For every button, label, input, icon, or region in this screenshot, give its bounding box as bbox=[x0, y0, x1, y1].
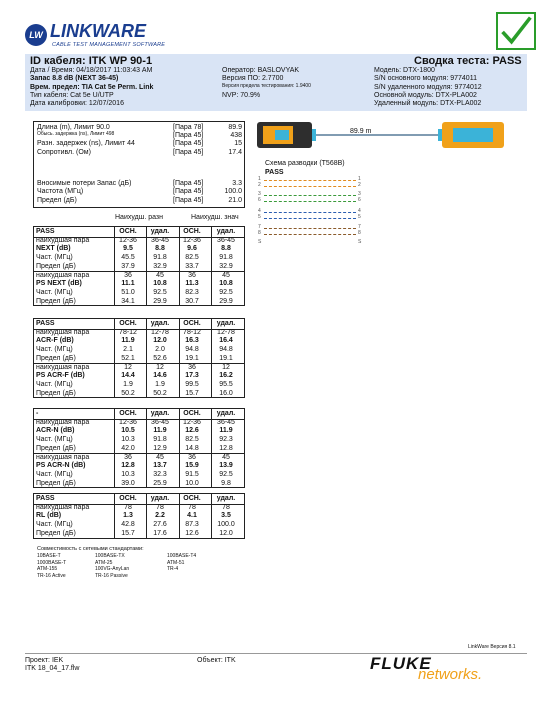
networks-word: networks. bbox=[418, 666, 483, 683]
row-value: 12 bbox=[222, 363, 230, 371]
row-value: 10.5 bbox=[121, 427, 135, 435]
row-label: Предел (дБ) bbox=[36, 479, 76, 487]
row-value: 25.9 bbox=[153, 479, 167, 487]
row-label: PS ACR-F (dB) bbox=[36, 372, 85, 380]
row-label: Част. (МГц) bbox=[36, 436, 73, 444]
result-block bbox=[33, 226, 245, 306]
standard-item: 1000BASE-T bbox=[37, 559, 67, 566]
row-value: 33.7 bbox=[185, 262, 199, 270]
cable-type: Тип кабеля: Cat 5e U/UTP bbox=[30, 92, 114, 99]
row-value: 10.8 bbox=[153, 280, 167, 288]
row-value: 12.6 bbox=[185, 529, 199, 537]
row-value: 91.8 bbox=[153, 254, 167, 262]
row-value: ОСН. bbox=[119, 495, 137, 502]
row-value: 32.9 bbox=[153, 262, 167, 270]
result-value: 17.4 bbox=[228, 149, 242, 156]
pin-number-left: 6 bbox=[258, 197, 261, 203]
row-value: ОСН. bbox=[183, 495, 201, 502]
margin: Запас 8.8 dB (NEXT 36-45) bbox=[30, 75, 119, 82]
result-pair: [Пара 45] bbox=[173, 188, 204, 195]
pin-number-right: 3 bbox=[358, 191, 361, 197]
pin-number-right: 1 bbox=[358, 176, 361, 182]
row-value: 12.8 bbox=[219, 444, 233, 452]
row-value: ОСН. bbox=[183, 228, 201, 235]
row-value: 13.7 bbox=[153, 462, 167, 470]
standard-item: ATM-51 bbox=[167, 559, 185, 566]
table-row bbox=[34, 355, 244, 364]
pass-check-icon bbox=[496, 12, 536, 50]
row-value: 42.8 bbox=[121, 521, 135, 529]
row-value: 99.5 bbox=[185, 380, 199, 388]
row-value: 13.9 bbox=[219, 462, 233, 470]
row-value: 45 bbox=[222, 271, 230, 279]
row-value: 32.3 bbox=[153, 470, 167, 478]
table-row bbox=[34, 427, 244, 436]
row-value: 94.8 bbox=[219, 346, 233, 354]
row-value: 9.8 bbox=[221, 479, 231, 487]
row-value: удал. bbox=[216, 320, 236, 327]
row-label: наихудшая пара bbox=[36, 418, 90, 426]
row-value: 12.6 bbox=[185, 427, 199, 435]
standard-item: TR-16 Passive bbox=[95, 572, 128, 579]
datetime: Дата / Время: 04/18/2017 11:03:43 AM bbox=[30, 67, 153, 74]
row-value: 8.8 bbox=[221, 245, 231, 253]
table-row bbox=[34, 237, 244, 246]
result-label: Предел (дБ) bbox=[37, 197, 77, 204]
row-value: 52.1 bbox=[121, 354, 135, 362]
row-value: ОСН. bbox=[183, 320, 201, 327]
row-value: 92.3 bbox=[219, 436, 233, 444]
results-box bbox=[33, 121, 245, 208]
row-value: 12-36 bbox=[183, 236, 201, 244]
table-row bbox=[34, 364, 244, 373]
cable-diagram bbox=[255, 120, 525, 160]
table-row bbox=[34, 263, 244, 272]
pin-number-right: 8 bbox=[358, 230, 361, 236]
row-value: 29.9 bbox=[153, 297, 167, 305]
standards-title: Совместимость с сетевыми стандартами: bbox=[37, 546, 144, 552]
row-value: 12.0 bbox=[219, 529, 233, 537]
row-value: 12-78 bbox=[151, 328, 169, 336]
row-value: удал. bbox=[150, 320, 170, 327]
row-label: наихудшая пара bbox=[36, 453, 90, 461]
pin-number-left: 3 bbox=[258, 191, 261, 197]
row-label: наихудшая пара bbox=[36, 271, 90, 279]
row-value: 10.3 bbox=[121, 470, 135, 478]
pin-number-right: 2 bbox=[358, 182, 361, 188]
footer-object: Объект: ITK bbox=[197, 657, 236, 664]
row-value: 11.9 bbox=[153, 427, 167, 435]
row-value: 36 bbox=[124, 271, 132, 279]
standard-item: ATM-25 bbox=[95, 559, 113, 566]
file-name: ITK 18_04_17.flw bbox=[25, 664, 80, 672]
operator: Оператор: BASLOVYAK bbox=[222, 67, 300, 74]
row-value: 2.0 bbox=[155, 346, 165, 354]
row-label: Предел (дБ) bbox=[36, 529, 76, 537]
row-value: 82.3 bbox=[185, 288, 199, 296]
row-value: 14.8 bbox=[185, 444, 199, 452]
row-label: наихудшая пара bbox=[36, 236, 90, 244]
row-value: 29.9 bbox=[219, 297, 233, 305]
row-value: 78 bbox=[124, 503, 132, 511]
row-label: PASS bbox=[36, 228, 55, 235]
table-row bbox=[34, 298, 244, 307]
row-value: 36-45 bbox=[217, 418, 235, 426]
row-value: 15.7 bbox=[185, 389, 199, 397]
limit-version: Версия предела тестирования: 1.9400 bbox=[222, 83, 311, 89]
row-value: удал. bbox=[150, 228, 170, 235]
row-value: 12.9 bbox=[153, 444, 167, 452]
pin-number-left: 4 bbox=[258, 208, 261, 214]
row-value: 91.8 bbox=[219, 254, 233, 262]
row-label: Част. (МГц) bbox=[36, 470, 73, 478]
row-value: 82.5 bbox=[185, 254, 199, 262]
wire-line bbox=[264, 195, 356, 196]
row-value: 2.1 bbox=[123, 346, 133, 354]
table-row bbox=[34, 419, 244, 428]
row-value: 9.5 bbox=[123, 245, 133, 253]
test-summary: Сводка теста: PASS bbox=[414, 55, 522, 67]
table-row bbox=[34, 254, 244, 263]
result-value: 438 bbox=[230, 132, 242, 139]
row-value: удал. bbox=[150, 495, 170, 502]
row-value: 50.2 bbox=[121, 389, 135, 397]
standard-item: TR-16 Active bbox=[37, 572, 66, 579]
result-pair: [Пара 45] bbox=[173, 140, 204, 147]
row-value: 4.1 bbox=[187, 512, 197, 520]
table-row bbox=[34, 504, 244, 513]
row-value: 16.3 bbox=[185, 337, 199, 345]
row-value: 2.2 bbox=[155, 512, 165, 520]
remote-sn: S/N удаленного модуля: 9774012 bbox=[374, 84, 482, 91]
row-value: 36 bbox=[188, 453, 196, 461]
standard-item: ATM-155 bbox=[37, 566, 58, 573]
row-value: 12.8 bbox=[121, 462, 135, 470]
standard-item: 100BASE-T4 bbox=[167, 553, 197, 560]
pin-number-right: S bbox=[358, 239, 362, 245]
result-label: Длина (m), Лимит 90.0 bbox=[37, 124, 110, 131]
row-value: 32.9 bbox=[219, 262, 233, 270]
table-row bbox=[34, 245, 244, 254]
result-value: 21.0 bbox=[228, 197, 242, 204]
row-value: 9.6 bbox=[187, 245, 197, 253]
row-label: Част. (МГц) bbox=[36, 521, 73, 529]
row-value: 1.3 bbox=[123, 512, 133, 520]
linkware-version: LinkWare Версия 8.1 bbox=[468, 644, 516, 650]
row-value: 1.9 bbox=[155, 380, 165, 388]
wire-line bbox=[264, 180, 356, 181]
row-value: 19.1 bbox=[185, 354, 199, 362]
table-row bbox=[34, 462, 244, 471]
result-value: 15 bbox=[234, 140, 242, 147]
row-label: наихудшая пара bbox=[36, 328, 90, 336]
result-label: Обысь. задержка (ns), Лимит 498 bbox=[37, 131, 115, 137]
worst-margin-header: Наихудш. разн bbox=[115, 214, 163, 221]
result-pair: [Пара 45] bbox=[173, 132, 204, 139]
row-value: 78 bbox=[188, 503, 196, 511]
nvp: NVP: 70.9% bbox=[222, 92, 261, 99]
row-label: ACR-F (dB) bbox=[36, 337, 74, 345]
row-value: 1.9 bbox=[123, 380, 133, 388]
row-value: 36-45 bbox=[217, 236, 235, 244]
result-value: 3.3 bbox=[232, 180, 242, 187]
result-value: 100.0 bbox=[224, 188, 242, 195]
table-row bbox=[34, 337, 244, 346]
row-value: 3.5 bbox=[221, 512, 231, 520]
table-row bbox=[34, 495, 244, 504]
table-row bbox=[34, 445, 244, 454]
row-label: PS ACR-N (dB) bbox=[36, 462, 86, 470]
row-value: ОСН. bbox=[119, 228, 137, 235]
row-value: 16.4 bbox=[219, 337, 233, 345]
row-value: 17.6 bbox=[153, 529, 167, 537]
row-value: 42.0 bbox=[121, 444, 135, 452]
row-label: Част. (МГц) bbox=[36, 288, 73, 296]
pin-number-left: 2 bbox=[258, 182, 261, 188]
result-block bbox=[33, 318, 245, 398]
result-label: Разн. задержек (ns), Лимит 44 bbox=[37, 140, 135, 147]
result-pair: [Пара 45] bbox=[173, 180, 204, 187]
table-row bbox=[34, 228, 244, 237]
row-value: 45 bbox=[156, 271, 164, 279]
row-value: 12-36 bbox=[119, 418, 137, 426]
row-value: 92.5 bbox=[219, 470, 233, 478]
row-value: 12 bbox=[124, 363, 132, 371]
row-label: Предел (дБ) bbox=[36, 444, 76, 452]
result-label: Сопротивл. (Ом) bbox=[37, 149, 91, 156]
main-module: Основной модуль: DTX-PLA002 bbox=[374, 92, 477, 99]
logo-subtitle: CABLE TEST MANAGEMENT SOFTWARE bbox=[52, 42, 166, 48]
row-value: 36 bbox=[188, 271, 196, 279]
row-label: Предел (дБ) bbox=[36, 389, 76, 397]
row-value: 36-45 bbox=[151, 236, 169, 244]
pin-number-right: 7 bbox=[358, 224, 361, 230]
row-value: 91.5 bbox=[185, 470, 199, 478]
row-label: Част. (МГц) bbox=[36, 254, 73, 262]
row-value: 10.8 bbox=[219, 280, 233, 288]
project: Проект: IEK bbox=[25, 657, 64, 664]
fluke-word: FLUKE bbox=[370, 654, 432, 673]
row-value: 78 bbox=[222, 503, 230, 511]
row-value: 16.0 bbox=[219, 389, 233, 397]
table-row bbox=[34, 454, 244, 463]
wire-line bbox=[264, 201, 356, 202]
pin-number-left: S bbox=[258, 239, 262, 245]
row-value: 50.2 bbox=[153, 389, 167, 397]
row-value: 87.3 bbox=[185, 521, 199, 529]
row-value: 52.6 bbox=[153, 354, 167, 362]
row-value: 12-78 bbox=[217, 328, 235, 336]
row-value: 12 bbox=[156, 363, 164, 371]
row-value: 92.5 bbox=[219, 288, 233, 296]
row-value: 27.6 bbox=[153, 521, 167, 529]
row-label: Предел (дБ) bbox=[36, 262, 76, 270]
row-value: 45 bbox=[156, 453, 164, 461]
fluke-networks-logo bbox=[370, 655, 500, 693]
row-value: удал. bbox=[216, 410, 236, 417]
row-value: 16.2 bbox=[219, 372, 233, 380]
row-value: 82.5 bbox=[185, 436, 199, 444]
row-value: 91.8 bbox=[153, 436, 167, 444]
wire-line bbox=[264, 212, 356, 213]
table-row bbox=[34, 471, 244, 480]
row-value: 11.1 bbox=[121, 280, 135, 288]
row-value: 10.3 bbox=[121, 436, 135, 444]
row-value: 94.8 bbox=[185, 346, 199, 354]
row-value: 78-12 bbox=[183, 328, 201, 336]
result-block bbox=[33, 493, 245, 539]
length-label: 89.9 m bbox=[350, 128, 372, 135]
result-pair: [Пара 45] bbox=[173, 149, 204, 156]
table-row bbox=[34, 390, 244, 399]
row-value: 45 bbox=[222, 453, 230, 461]
row-value: удал. bbox=[216, 228, 236, 235]
row-label: ACR-N (dB) bbox=[36, 427, 75, 435]
result-pair: [Пара 78] bbox=[173, 124, 204, 131]
wire-line bbox=[264, 218, 356, 219]
pin-number-right: 5 bbox=[358, 214, 361, 220]
wire-line bbox=[264, 228, 356, 229]
table-row bbox=[34, 289, 244, 298]
row-value: 17.3 bbox=[185, 372, 199, 380]
row-value: 45.5 bbox=[121, 254, 135, 262]
row-value: 8.8 bbox=[155, 245, 165, 253]
row-value: удал. bbox=[216, 495, 236, 502]
test-limit: Врем. предел: TIA Cat 5e Perm. Link bbox=[30, 84, 154, 91]
table-row bbox=[34, 530, 244, 539]
wiremap-status: PASS bbox=[265, 169, 284, 176]
logo-title: LINKWARE bbox=[50, 21, 146, 41]
pin-number-left: 7 bbox=[258, 224, 261, 230]
row-value: 51.0 bbox=[121, 288, 135, 296]
row-label: Част. (МГц) bbox=[36, 346, 73, 354]
row-value: 12.0 bbox=[153, 337, 167, 345]
footer-project bbox=[25, 657, 79, 672]
worst-value-header: Наихудш. знач bbox=[191, 214, 239, 221]
row-value: 39.0 bbox=[121, 479, 135, 487]
row-label: Предел (дБ) bbox=[36, 297, 76, 305]
pin-number-left: 5 bbox=[258, 214, 261, 220]
row-label: - bbox=[36, 410, 39, 417]
row-value: ОСН. bbox=[119, 410, 137, 417]
table-row bbox=[34, 521, 244, 530]
table-row bbox=[34, 280, 244, 289]
row-value: 36 bbox=[124, 453, 132, 461]
header-band bbox=[25, 54, 527, 111]
row-label: Предел (дБ) bbox=[36, 354, 76, 362]
row-label: наихудшая пара bbox=[36, 363, 90, 371]
row-value: 78 bbox=[156, 503, 164, 511]
result-label: Вносимые потери Запас (дБ) bbox=[37, 180, 132, 187]
row-value: 36 bbox=[188, 363, 196, 371]
pin-number-left: 1 bbox=[258, 176, 261, 182]
standard-item: 100BASE-TX bbox=[95, 553, 125, 560]
row-label: PASS bbox=[36, 495, 55, 502]
row-value: 11.3 bbox=[185, 280, 199, 288]
pin-number-right: 6 bbox=[358, 197, 361, 203]
remote-module: Удаленный модуль: DTX-PLA002 bbox=[374, 100, 482, 107]
result-block bbox=[33, 408, 245, 488]
table-row bbox=[34, 346, 244, 355]
standard-item: 100VG-AnyLan bbox=[95, 566, 130, 573]
row-value: 34.1 bbox=[121, 297, 135, 305]
pin-number-right: 4 bbox=[358, 208, 361, 214]
row-label: Част. (МГц) bbox=[36, 380, 73, 388]
row-separator bbox=[34, 538, 244, 539]
table-row bbox=[34, 436, 244, 445]
row-value: ОСН. bbox=[119, 320, 137, 327]
result-pair: [Пара 45] bbox=[173, 197, 204, 204]
row-value: 37.9 bbox=[121, 262, 135, 270]
row-value: 12-36 bbox=[119, 236, 137, 244]
linkware-logo bbox=[25, 22, 200, 52]
standards bbox=[37, 546, 297, 579]
table-row bbox=[34, 372, 244, 381]
row-value: 11.9 bbox=[121, 337, 135, 345]
row-value: 19.1 bbox=[219, 354, 233, 362]
table-row bbox=[34, 512, 244, 521]
standard-item: TR-4 bbox=[167, 566, 179, 573]
wire-line bbox=[264, 234, 356, 235]
row-value: 95.5 bbox=[219, 380, 233, 388]
table-row bbox=[34, 480, 244, 489]
main-sn: S/N основного модуля: 9774011 bbox=[374, 75, 477, 82]
row-value: 15.9 bbox=[185, 462, 199, 470]
row-value: 11.9 bbox=[219, 427, 233, 435]
row-label: наихудшая пара bbox=[36, 503, 90, 511]
pin-number-left: 8 bbox=[258, 230, 261, 236]
model: Модель: DTX-1800 bbox=[374, 67, 435, 74]
wire-line bbox=[264, 186, 356, 187]
row-value: 14.6 bbox=[153, 372, 167, 380]
result-label: Частота (МГц) bbox=[37, 188, 84, 195]
row-value: 12-36 bbox=[183, 418, 201, 426]
row-value: 36-45 bbox=[151, 418, 169, 426]
wiremap-title: Схема разводки (T568B) bbox=[265, 160, 345, 167]
table-row bbox=[34, 272, 244, 281]
row-value: 78-12 bbox=[119, 328, 137, 336]
row-label: RL (dB) bbox=[36, 512, 62, 520]
row-value: ОСН. bbox=[183, 410, 201, 417]
row-value: 30.7 bbox=[185, 297, 199, 305]
row-value: 100.0 bbox=[217, 521, 235, 529]
row-value: удал. bbox=[150, 410, 170, 417]
table-row bbox=[34, 329, 244, 338]
row-label: PS NEXT (dB) bbox=[36, 280, 82, 288]
row-value: 14.4 bbox=[121, 372, 135, 380]
table-row bbox=[34, 410, 244, 419]
row-value: 15.7 bbox=[121, 529, 135, 537]
result-value: 89.9 bbox=[228, 124, 242, 131]
lw-badge: LW bbox=[25, 24, 47, 46]
table-row bbox=[34, 381, 244, 390]
standard-item: 10BASE-T bbox=[37, 553, 61, 560]
row-label: PASS bbox=[36, 320, 55, 327]
sw-version: Версия ПО: 2.7700 bbox=[222, 75, 284, 82]
table-row bbox=[34, 320, 244, 329]
row-label: NEXT (dB) bbox=[36, 245, 71, 253]
calibration-date: Дата калибровки: 12/07/2016 bbox=[30, 100, 124, 107]
cable-id: ID кабеля: ITK WP 90-1 bbox=[30, 55, 153, 67]
row-value: 92.5 bbox=[153, 288, 167, 296]
row-value: 10.0 bbox=[185, 479, 199, 487]
